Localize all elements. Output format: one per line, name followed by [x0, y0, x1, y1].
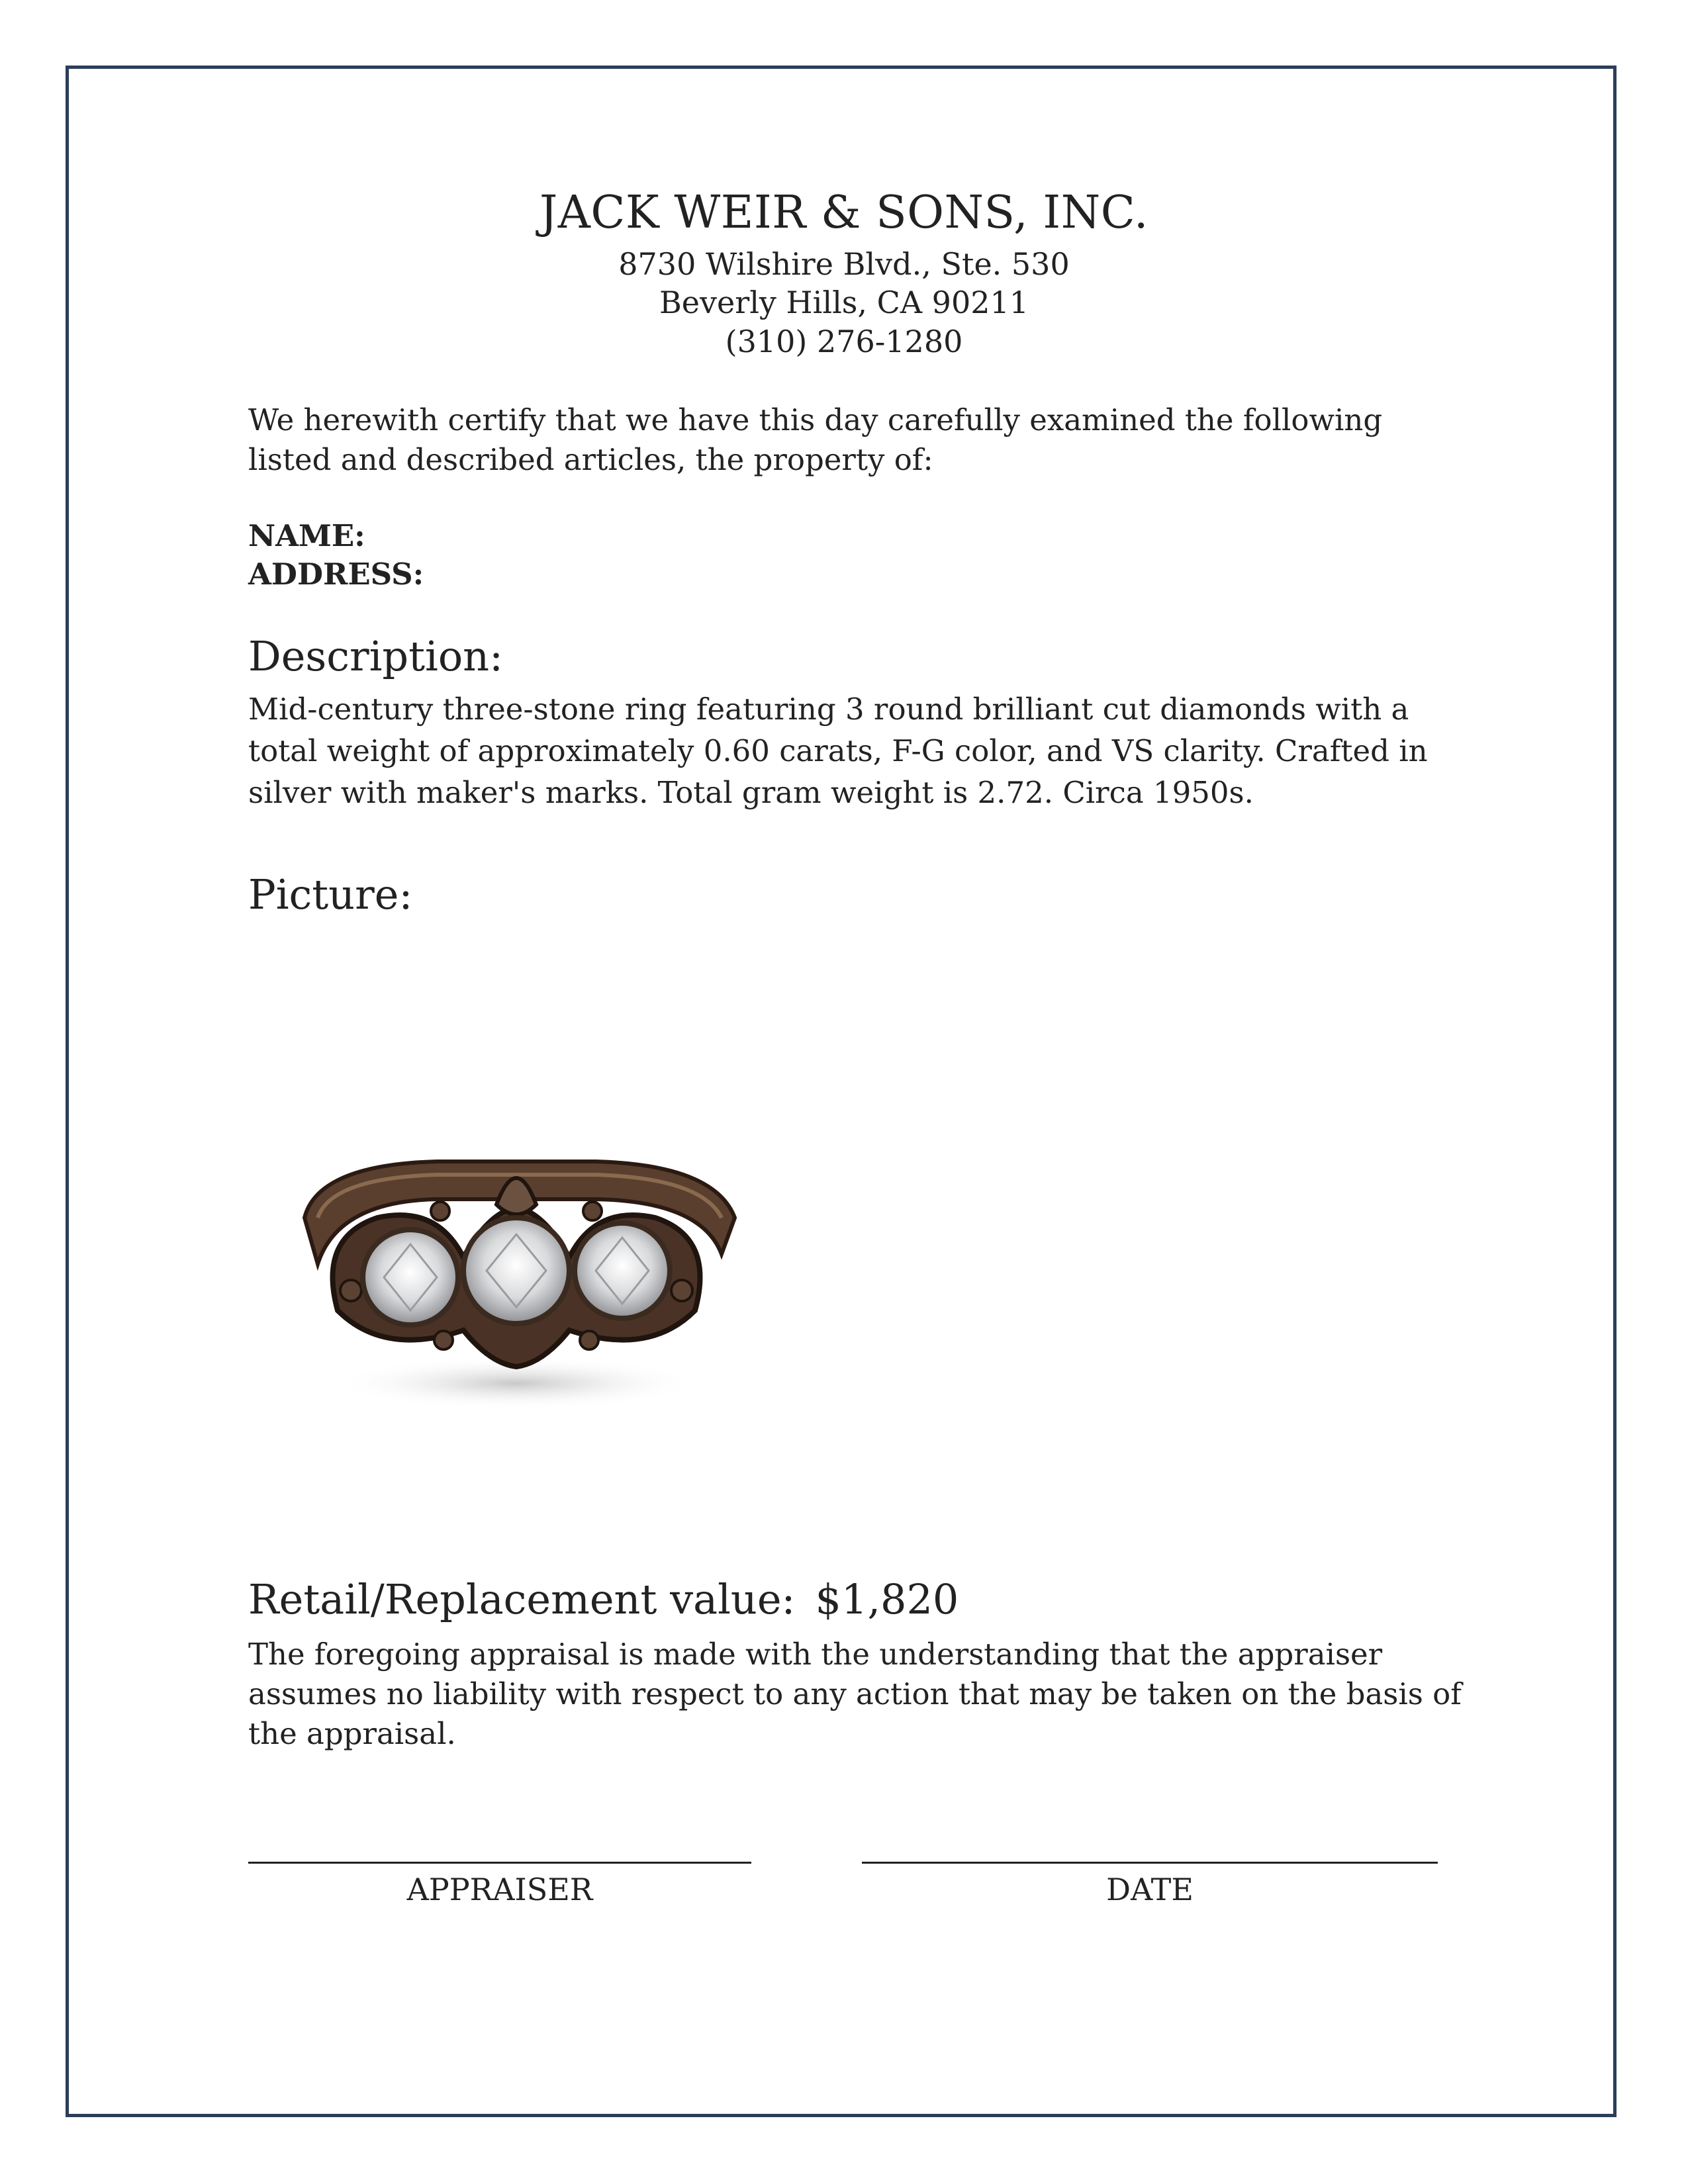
retail-value: [248, 1575, 959, 1623]
owner-address-label: ADDRESS:: [248, 557, 424, 592]
owner-name-label: NAME:: [248, 518, 365, 553]
appraiser-label: APPRAISER: [406, 1872, 593, 1907]
company-name: JACK WEIR & SONS, INC.: [539, 187, 1149, 239]
date-signature-line: [862, 1862, 1438, 1864]
retail-value-amount: $1,820: [815, 1575, 959, 1623]
certification-text: We herewith certify that we have this day carefully examined the following listed and described articles, the property of:: [248, 402, 1383, 477]
ring-photo: [278, 1138, 755, 1416]
date-label: DATE: [1106, 1872, 1194, 1907]
disclaimer-text: The foregoing appraisal is made with the understanding that the appraiser assumes no liability with respect to any action that may be taken on the basis of the appraisal.: [248, 1637, 1462, 1751]
retail-value-label: Retail/Replacement value:: [248, 1575, 796, 1623]
company-phone: (310) 276-1280: [725, 324, 963, 359]
description-body: Mid-century three-stone ring featuring 3 round brilliant cut diamonds with a total weight of approximately 0.60 carats, F-G color, and VS clarity. Crafted in silver with maker's marks. Total gram weight is 2.72. Circa 1950s.: [248, 692, 1428, 810]
page-border: [66, 66, 1617, 2117]
company-address-line1: 8730 Wilshire Blvd., Ste. 530: [618, 246, 1070, 282]
description-title: Description:: [248, 632, 503, 680]
appraiser-signature-line: [248, 1862, 751, 1864]
company-address-line2: Beverly Hills, CA 90211: [659, 285, 1029, 320]
picture-title: Picture:: [248, 870, 413, 919]
